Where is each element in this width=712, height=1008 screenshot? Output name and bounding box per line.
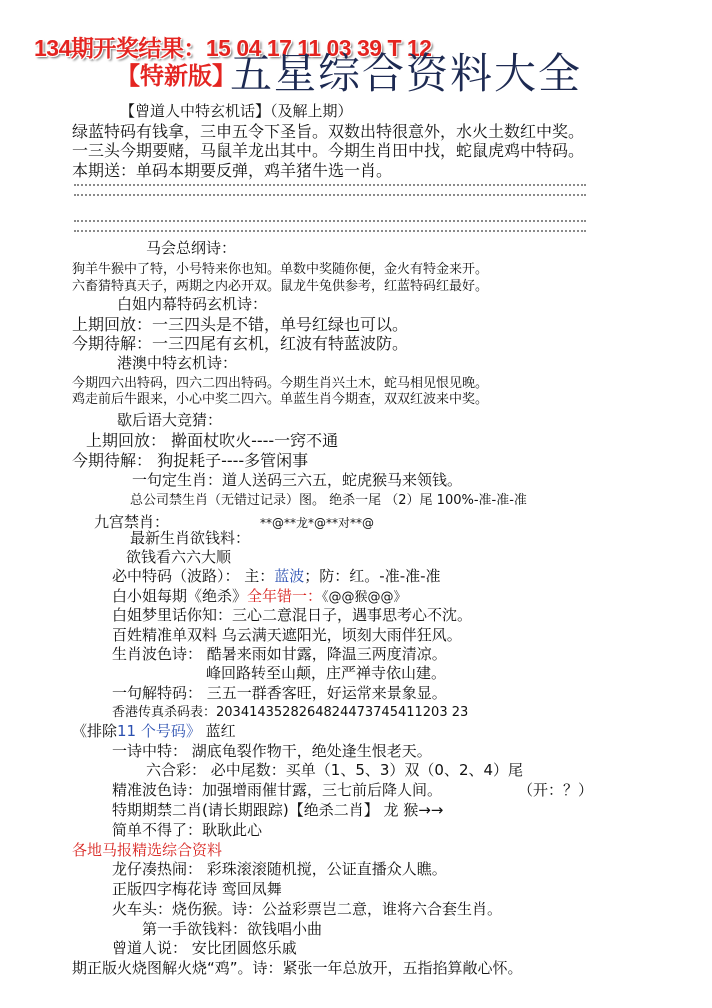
verse-line: 今期四六出特码，四六二四出特码。今期生肖兴土木，蛇马相见恨见晚。 xyxy=(72,376,489,391)
must-hit-main: 蓝波 xyxy=(274,567,305,585)
exclude-open: 《排除 xyxy=(72,722,118,740)
draw-result-banner: 134期开奖结果：15 04 17 11 03 39 T 12 xyxy=(34,35,432,61)
jiugong-label: 九宫禁肖： xyxy=(94,513,170,531)
divider xyxy=(74,220,586,232)
section-heading-red: 各地马报精选综合资料 xyxy=(72,841,223,859)
verse-line: 今期待解：一三四尾有玄机，红波有特蓝波防。 xyxy=(72,334,409,353)
verse-line: 上期回放：一三四头是不错，单号红绿也可以。 xyxy=(72,315,409,334)
verse-line: 百姓精准单双料 乌云满天遮阳光，顷刻大雨伴狂风。 xyxy=(112,626,462,644)
verse-line: 简单不得了：耿耿此心 xyxy=(112,821,263,839)
intro-heading: 【曾道人中特玄机话】（及解上期） xyxy=(120,102,353,120)
verse-line: 一句解特码： 三五一群香客旺，好运常来景象显。 xyxy=(112,684,447,702)
section-heading: 港澳中特玄机诗： xyxy=(117,354,238,372)
section-heading: 最新生肖欲钱料： xyxy=(130,529,251,547)
section-heading: 马会总纲诗： xyxy=(146,239,237,257)
must-hit-prefix: 必中特码（波路）： 主： xyxy=(112,567,275,585)
divider xyxy=(74,184,586,196)
verse-line: 第一手欲钱料：欲钱唱小曲 xyxy=(142,920,323,938)
verse-line: 总公司禁生肖（无错过记录）图。 绝杀一尾 （2）尾 100%-准-准-准 xyxy=(130,493,527,508)
verse-line: 六畜猜特真天子，两期之内必开双。鼠龙牛兔供参考，红蓝特码红最好。 xyxy=(72,279,489,294)
page-title: 五星综合资料大全 xyxy=(230,49,583,98)
verse-line: 六合彩： 必中尾数：买单（1、5、3）双（0、2、4）尾 xyxy=(146,761,524,779)
section-heading: 歇后语大竞猜： xyxy=(117,411,223,429)
section-heading: 白姐内幕特码玄机诗： xyxy=(117,295,268,313)
must-hit-suffix: ；防：红。-准-准-准 xyxy=(304,567,441,585)
edition-label: 【特新版】 xyxy=(116,62,236,90)
verse-line: 鸡走前后牛跟来，小心中奖二四六。单蓝生肖今期查，双双红波来中奖。 xyxy=(72,392,489,407)
verse-line: 期正版火烧图解火烧“鸡”。诗：紧张一年总放开，五指掐算敞心怀。 xyxy=(72,959,523,977)
verse-line: 一诗中特： 湖底龟裂作物干，绝处逢生恨老天。 xyxy=(112,742,432,760)
verse-line: 上期回放： 擀面杖吹火----一窍不通 xyxy=(86,431,339,450)
exclude-line xyxy=(72,724,236,739)
verse-line: 火车头：烧伤猴。诗：公益彩票岂二意，谁将六合套生肖。 xyxy=(112,900,503,918)
verse-line: 峰回路转至山颠，庄严禅寺依山建。 xyxy=(206,664,447,682)
verse-line: 龙仔凑热闹： 彩珠滚滚随机搅，公证直播众人瞧。 xyxy=(112,860,447,878)
verse-line: 狗羊牛猴中了特，小号特来你也知。单数中奖随你便，金火有特金来开。 xyxy=(72,262,489,277)
must-hit-line xyxy=(112,569,441,584)
jiugong-value: **@**龙*@**对**@ xyxy=(260,516,375,530)
kill-red: 全年错一： xyxy=(247,587,323,605)
verse-line: 欲钱看六六大顺 xyxy=(126,548,232,566)
open-note: （开：？） xyxy=(518,781,594,799)
verse-line: 今期待解： 狗捉耗子----多管闲事 xyxy=(72,451,309,470)
kill-line xyxy=(112,589,407,604)
verse-line: 精准波色诗：加强增雨催甘露，三七前后降人间。 xyxy=(112,781,443,799)
intro-line: 一三头今期要赌，马鼠羊龙出其中。今期生肖田中找，蛇鼠虎鸡中特码。 xyxy=(72,141,585,160)
verse-line: 特期期禁二肖(请长期跟踪)【绝杀二肖】 龙 猴→→ xyxy=(112,801,444,819)
verse-line: 香港传真杀码表：2034143528264824473745411203 23 xyxy=(112,705,469,720)
verse-line: 生肖波色诗： 酷暑来雨如甘露，降温三两度清凉。 xyxy=(112,645,447,663)
verse-line: 正版四字梅花诗 鸾回凤舞 xyxy=(112,880,282,898)
verse-line: 曾道人说： 安比团圆悠乐戚 xyxy=(112,939,297,957)
exclude-colors: 蓝红 xyxy=(205,722,236,740)
verse-line: 一句定生肖：道人送码三六五，蛇虎猴马来领钱。 xyxy=(132,471,463,489)
exclude-count: 11 个号码》 xyxy=(117,722,201,740)
kill-suffix: 《@@猴@@》 xyxy=(322,590,407,605)
verse-line: 白姐梦里话你知：三心二意混日子，遇事思考心不沈。 xyxy=(112,606,473,624)
intro-line: 本期送：单码本期要反弹，鸡羊猪牛选一肖。 xyxy=(72,161,393,180)
kill-prefix: 白小姐每期《绝杀》 xyxy=(112,587,248,605)
intro-line: 绿蓝特码有钱拿，三申五令下圣旨。双数出特很意外，水火土数红中奖。 xyxy=(72,122,585,141)
